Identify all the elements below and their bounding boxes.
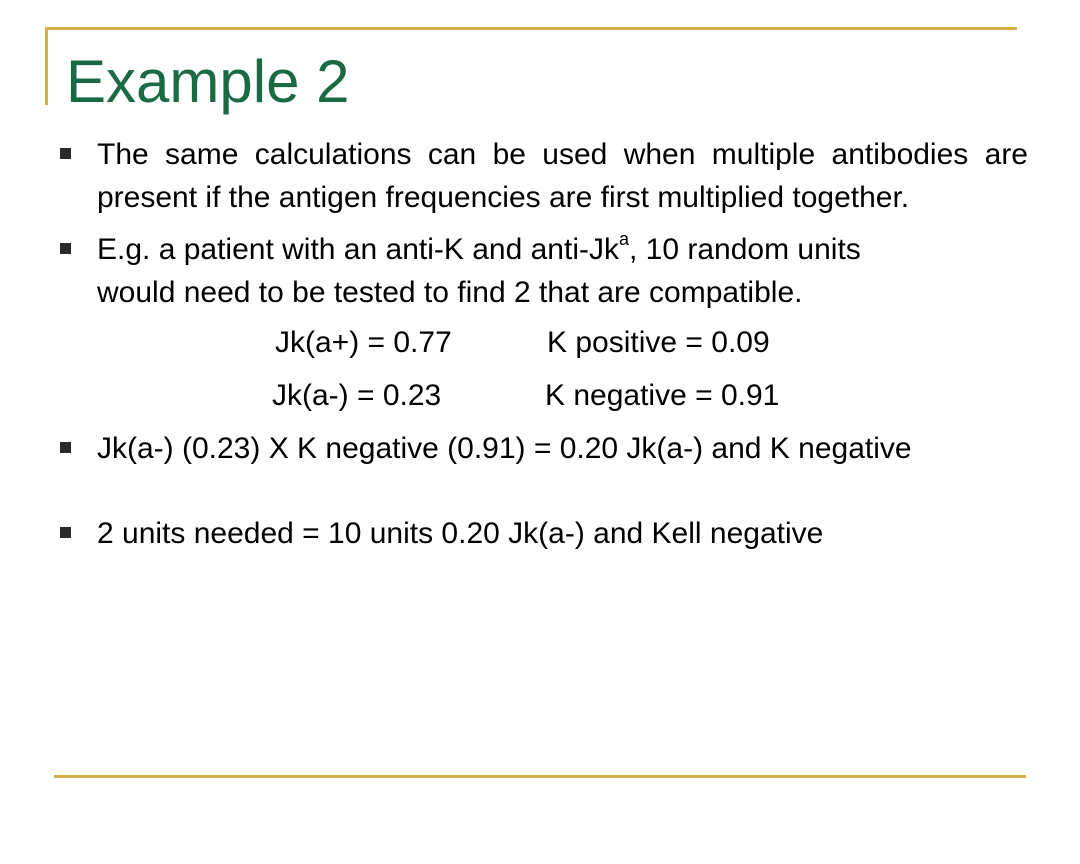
freq-k-negative: K negative = 0.91 bbox=[545, 379, 780, 412]
left-rule bbox=[45, 27, 48, 105]
frequency-table bbox=[60, 322, 1028, 428]
bullet-item bbox=[60, 513, 1028, 556]
bullet-text: 2 units needed = 10 units 0.20 Jk(a-) and Kell negative bbox=[97, 516, 824, 550]
bullet-text: , 10 random units bbox=[628, 233, 861, 266]
square-bullet-icon bbox=[60, 527, 71, 538]
square-bullet-icon bbox=[60, 148, 71, 159]
freq-jka-negative: Jk(a-) = 0.23 bbox=[272, 379, 442, 412]
square-bullet-icon bbox=[60, 442, 71, 453]
bottom-rule bbox=[54, 775, 1026, 778]
bullet-text-line: would need to be tested to find 2 that are compatible. bbox=[97, 275, 803, 309]
bullet-text-line bbox=[97, 229, 1028, 272]
bullet-text: E.g. a patient with an anti-K and anti-Jk bbox=[97, 233, 619, 266]
superscript: a bbox=[618, 229, 629, 249]
square-bullet-icon bbox=[60, 243, 71, 254]
bullet-item bbox=[60, 428, 1028, 471]
bullet-item bbox=[60, 134, 1028, 219]
slide-title: Example 2 bbox=[66, 48, 350, 115]
freq-k-positive: K positive = 0.09 bbox=[547, 326, 770, 359]
top-rule bbox=[45, 27, 1017, 30]
bullet-text: The same calculations can be used when multiple antibodies are present if the antigen frequencies are first multiplied together. bbox=[97, 138, 1028, 214]
bullet-text: Jk(a-) (0.23) X K negative (0.91) = 0.20 Jk(a-) and K negative bbox=[97, 432, 912, 465]
bullet-item bbox=[60, 229, 1028, 314]
freq-jka-positive: Jk(a+) = 0.77 bbox=[275, 326, 452, 359]
slide-body bbox=[60, 134, 1028, 555]
